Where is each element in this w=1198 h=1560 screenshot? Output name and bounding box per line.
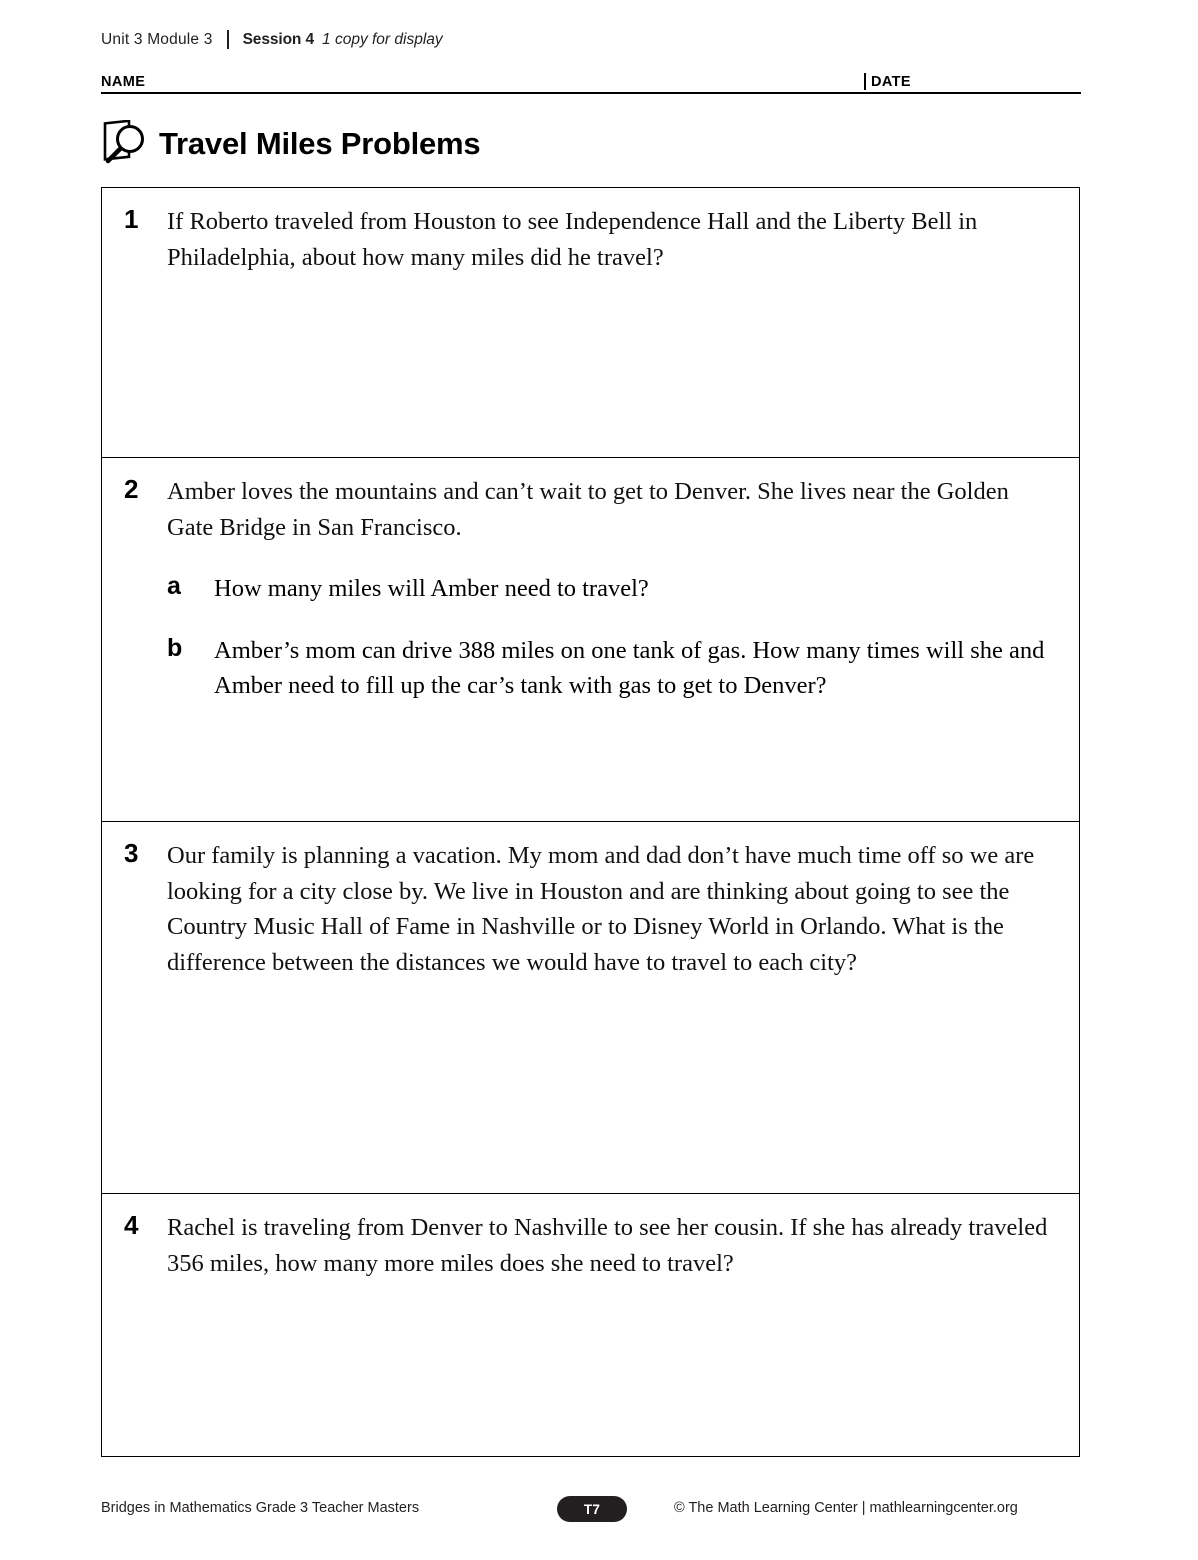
part-text: Amber’s mom can drive 388 miles on one tank of gas. How many times will she and Amber need to fill up the car’s tank with gas to get to Denver?	[214, 636, 1045, 700]
page-footer	[101, 1500, 1081, 1516]
unit-module-label: Unit 3 Module 3	[101, 30, 213, 48]
problem-part-b	[167, 633, 1057, 704]
problem-number: 1	[124, 204, 139, 234]
problem-row-1	[102, 188, 1079, 458]
part-label: b	[167, 633, 183, 662]
problem-text: Rachel is traveling from Denver to Nashville to see her cousin. If she has already traveled 356 miles, how many more miles does she need to travel?	[167, 1214, 1048, 1277]
name-label: NAME	[101, 74, 146, 90]
problem-row-4	[102, 1194, 1079, 1456]
problem-number: 3	[124, 838, 139, 868]
footer-source: Bridges in Mathematics Grade 3 Teacher Masters	[101, 1500, 420, 1516]
page-title: Travel Miles Problems	[159, 126, 481, 161]
problem-number: 2	[124, 474, 139, 504]
date-field	[864, 73, 911, 90]
footer-copyright: © The Math Learning Center | mathlearningcenter.org	[674, 1500, 1018, 1516]
problem-part-a	[167, 571, 1057, 607]
magnifier-icon	[99, 120, 151, 168]
part-label: a	[167, 572, 181, 601]
problem-text: Amber loves the mountains and can’t wait to get to Denver. She lives near the Golden Gate Bridge in San Francisco.	[167, 478, 1009, 541]
page-header	[101, 30, 1081, 49]
problems-table	[101, 187, 1080, 1457]
name-date-rule	[101, 70, 1081, 94]
title-row	[99, 120, 480, 168]
session-label: Session 4	[242, 30, 315, 48]
problem-number: 4	[124, 1210, 139, 1240]
page-number-badge: T7	[557, 1496, 627, 1522]
problem-row-3	[102, 822, 1079, 1194]
copy-note: 1 copy for display	[322, 30, 443, 48]
header-divider	[227, 30, 229, 49]
date-label: DATE	[871, 73, 911, 90]
problem-text: Our family is planning a vacation. My mom and dad don’t have much time off so we are looking for a city close by. We live in Houston and are thinking about going to see the Country Music Hall of Fame in Nashville or to Disney World in Orlando. What is the difference between the distances we would have to travel to each city?	[167, 842, 1035, 976]
problem-row-2	[102, 458, 1079, 822]
problem-text: If Roberto traveled from Houston to see Independence Hall and the Liberty Bell in Philadelphia, about how many miles did he travel?	[167, 208, 978, 271]
part-text: How many miles will Amber need to travel?	[214, 575, 649, 603]
date-separator-bar	[864, 73, 866, 90]
